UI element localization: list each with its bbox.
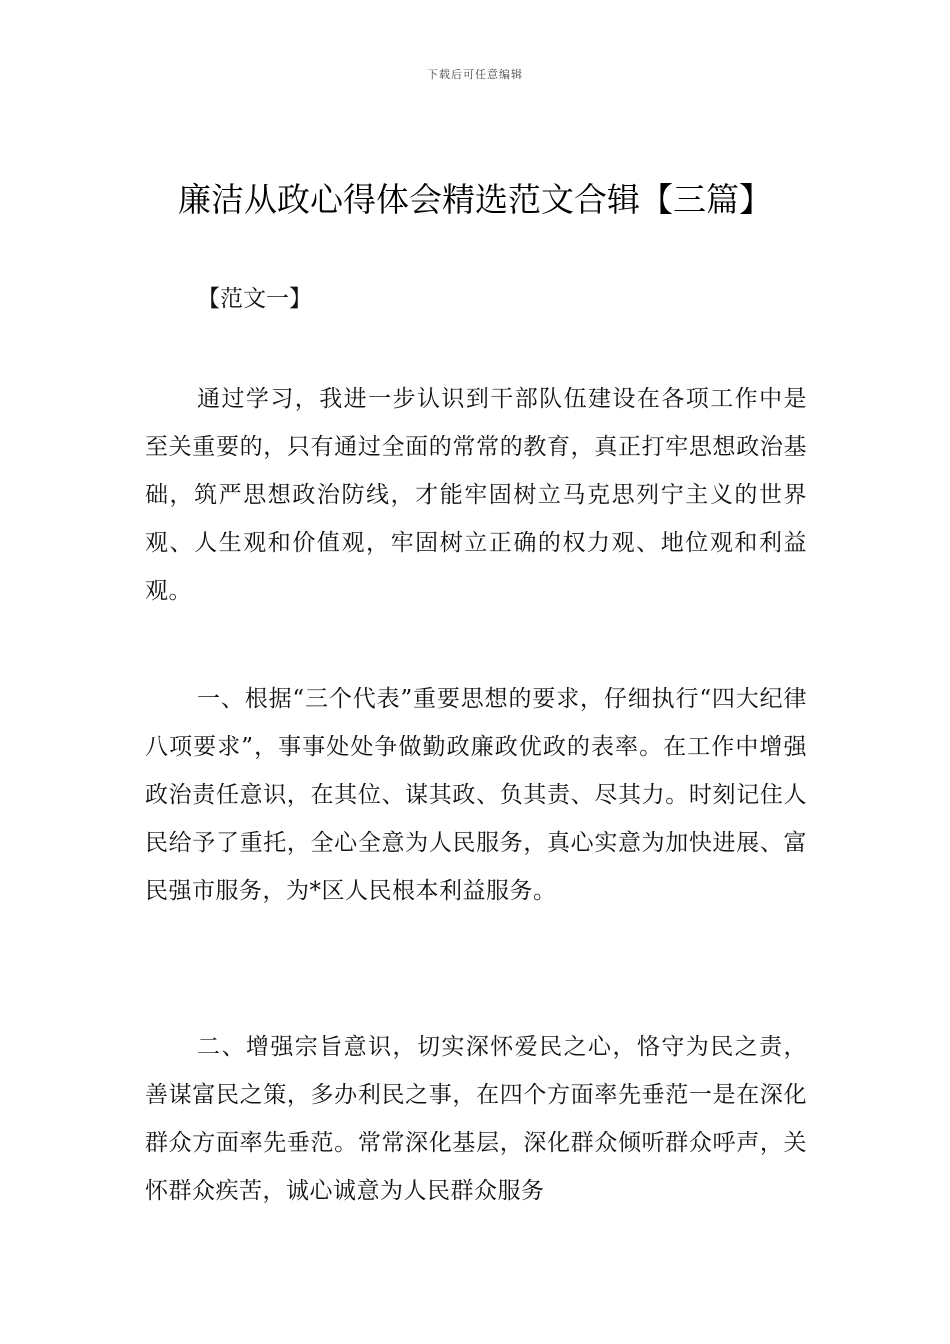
document-title: 廉洁从政心得体会精选范文合辑【三篇】 [178, 180, 772, 219]
header-watermark: 下载后可任意编辑 [427, 68, 523, 81]
paragraph-1: 通过学习，我进一步认识到干部队伍建设在各项工作中是至关重要的，只有通过全面的常常的教育，真正打牢思想政治基础，筑严思想政治防线，才能牢固树立马克思列宁主义的世界观、人生观和价值观，牢固树立正确的权力观、地位观和利益观。 [145, 386, 807, 604]
paragraph-2: 一、根据“三个代表”重要思想的要求，仔细执行“四大纪律八项要求”，事事处处争做勤政廉政优政的表率。在工作中增强政治责任意识，在其位、谋其政、负其责、尽其力。时刻记住人民给予了重托，全心全意为人民服务，真心实意为加快进展、富民强市服务，为*区人民根本利益服务。 [145, 686, 807, 904]
paragraph-3: 二、增强宗旨意识，切实深怀爱民之心，恪守为民之责，善谋富民之策，多办利民之事，在四个方面率先垂范一是在深化群众方面率先垂范。常常深化基层，深化群众倾听群众呼声，关怀群众疾苦，诚心诚意为人民群众服务 [145, 1034, 807, 1204]
section-label: 【范文一】 [197, 286, 312, 312]
